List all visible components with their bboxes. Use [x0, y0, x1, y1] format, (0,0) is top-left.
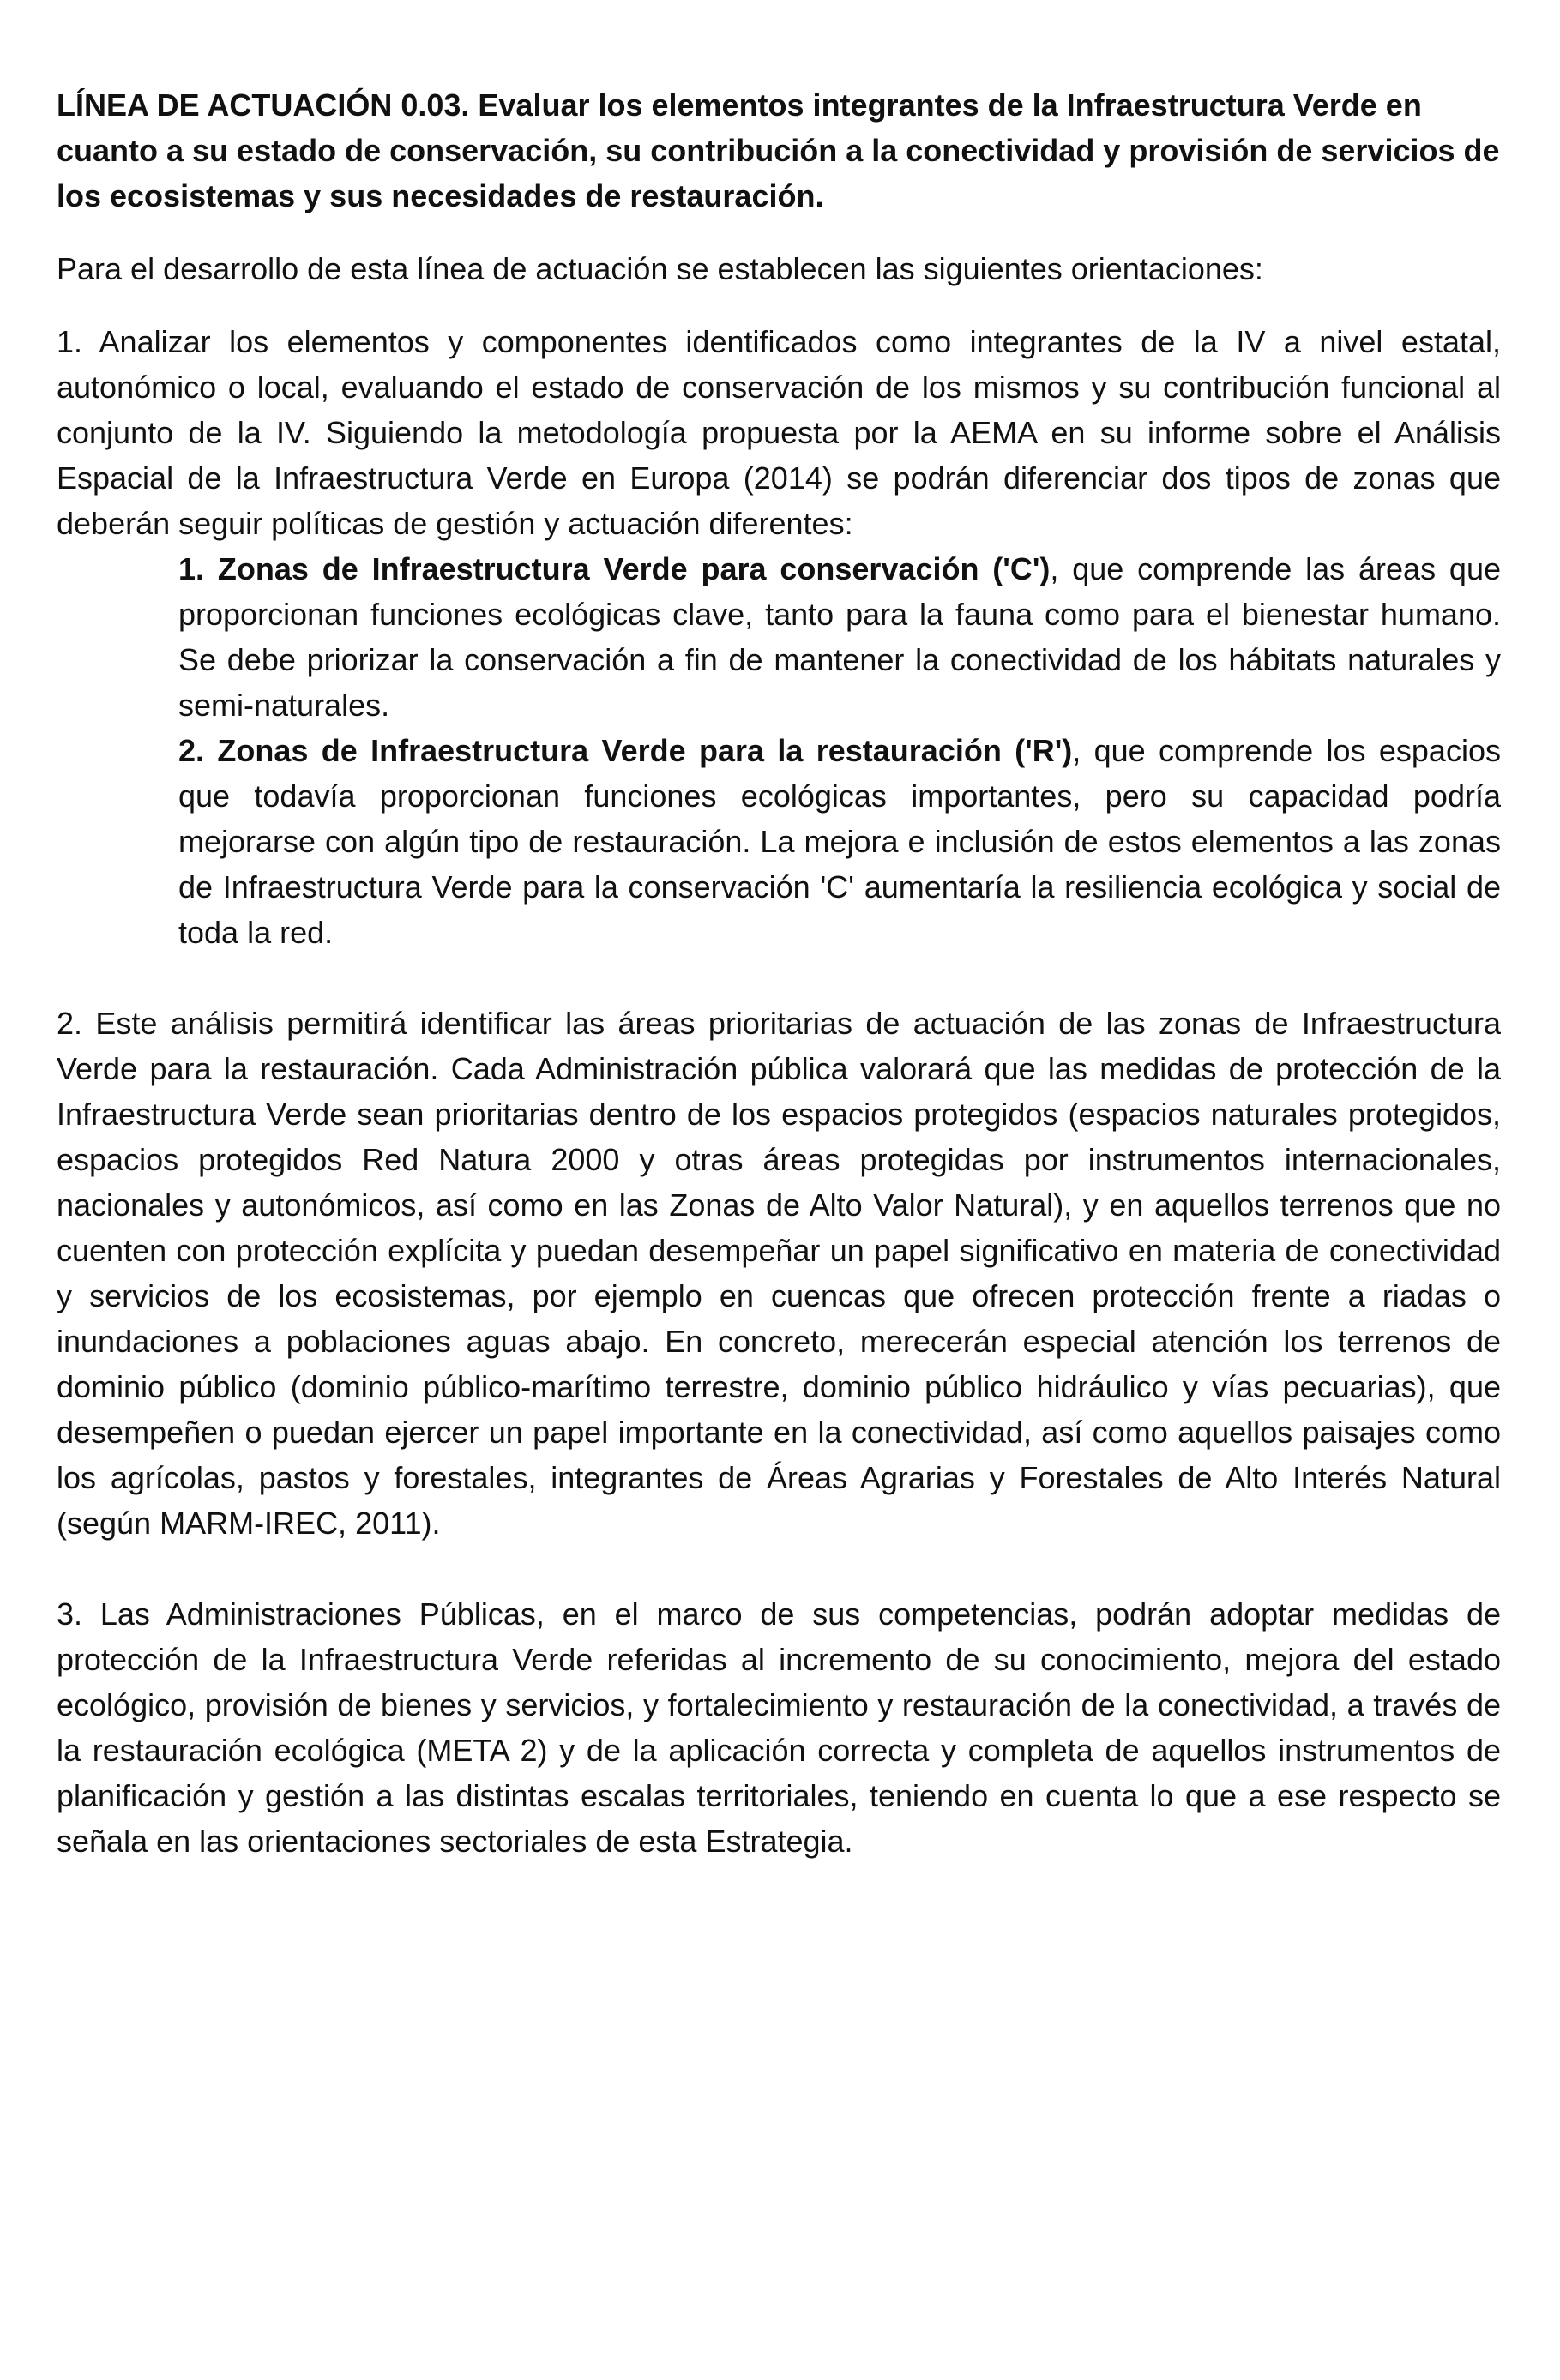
- zone-restoration-item: [178, 728, 1501, 955]
- document-page: [57, 82, 1501, 1864]
- zone-restoration-text: , que comprende los espacios que todavía proporcionan funciones ecológicas importantes, pero su capacidad podría mejorarse con algún tipo de restauración. La mejora e inclusión de estos elementos a las zonas de Infraestructura Verde para la conservación 'C' aumentaría la resiliencia ecológica y social de toda la red.: [178, 733, 1501, 950]
- zone-conservation-item: [178, 546, 1501, 728]
- zone-conservation-title: 1. Zonas de Infraestructura Verde para conservación ('C'): [178, 551, 1051, 586]
- section-heading: LÍNEA DE ACTUACIÓN 0.03. Evaluar los elementos integrantes de la Infraestructura Verde en cuanto a su estado de conservación, su contribución a la conectividad y provisión de servicios de los ecosistemas y sus necesidades de restauración.: [57, 87, 1500, 213]
- orientation-1-paragraph: 1. Analizar los elementos y componentes identificados como integrantes de la IV a nivel estatal, autonómico o local, evaluando el estado de conservación de los mismos y su contribución funcional al conjunto de la IV. Siguiendo la metodología propuesta por la AEMA en su informe sobre el Análisis Espacial de la Infraestructura Verde en Europa (2014) se podrán diferenciar dos tipos de zonas que deberán seguir políticas de gestión y actuación diferentes:: [57, 324, 1501, 541]
- orientation-2-paragraph: 2. Este análisis permitirá identificar las áreas prioritarias de actuación de las zonas de Infraestructura Verde para la restauración. Cada Administración pública valorará que las medidas de protección de la Infraestructura Verde sean prioritarias dentro de los espacios protegidos (espacios naturales protegidos, espacios protegidos Red Natura 2000 y otras áreas protegidas por instrumentos internacionales, nacionales y autonómicos, así como en las Zonas de Alto Valor Natural), y en aquellos terrenos que no cuenten con protección explícita y puedan desempeñar un papel significativo en materia de conectividad y servicios de los ecosistemas, por ejemplo en cuencas que ofrecen protección frente a riadas o inundaciones a poblaciones aguas abajo. En concreto, merecerán especial atención los terrenos de dominio público (dominio público-marítimo terrestre, dominio público hidráulico y vías pecuarias), que desempeñen o puedan ejercer un papel importante en la conectividad, así como aquellos paisajes como los agrícolas, pastos y forestales, integrantes de Áreas Agrarias y Forestales de Alto Interés Natural (según MARM-IREC, 2011).: [57, 1006, 1501, 1541]
- intro-paragraph: Para el desarrollo de esta línea de actuación se establecen las siguientes orientaciones:: [57, 251, 1263, 286]
- zone-restoration-title: 2. Zonas de Infraestructura Verde para la restauración ('R'): [178, 733, 1073, 768]
- zone-conservation-text: , que comprende las áreas que proporcionan funciones ecológicas clave, tanto para la fauna como para el bienestar humano. Se debe priorizar la conservación a fin de mantener la conectividad de los hábitats naturales y semi-naturales.: [178, 551, 1501, 723]
- orientation-3-paragraph: 3. Las Administraciones Públicas, en el marco de sus competencias, podrán adoptar medidas de protección de la Infraestructura Verde referidas al incremento de su conocimiento, mejora del estado ecológico, provisión de bienes y servicios, y fortalecimiento y restauración de la conectividad, a través de la restauración ecológica (META 2) y de la aplicación correcta y completa de aquellos instrumentos de planificación y gestión a las distintas escalas territoriales, teniendo en cuenta lo que a ese respecto se señala en las orientaciones sectoriales de esta Estrategia.: [57, 1596, 1501, 1859]
